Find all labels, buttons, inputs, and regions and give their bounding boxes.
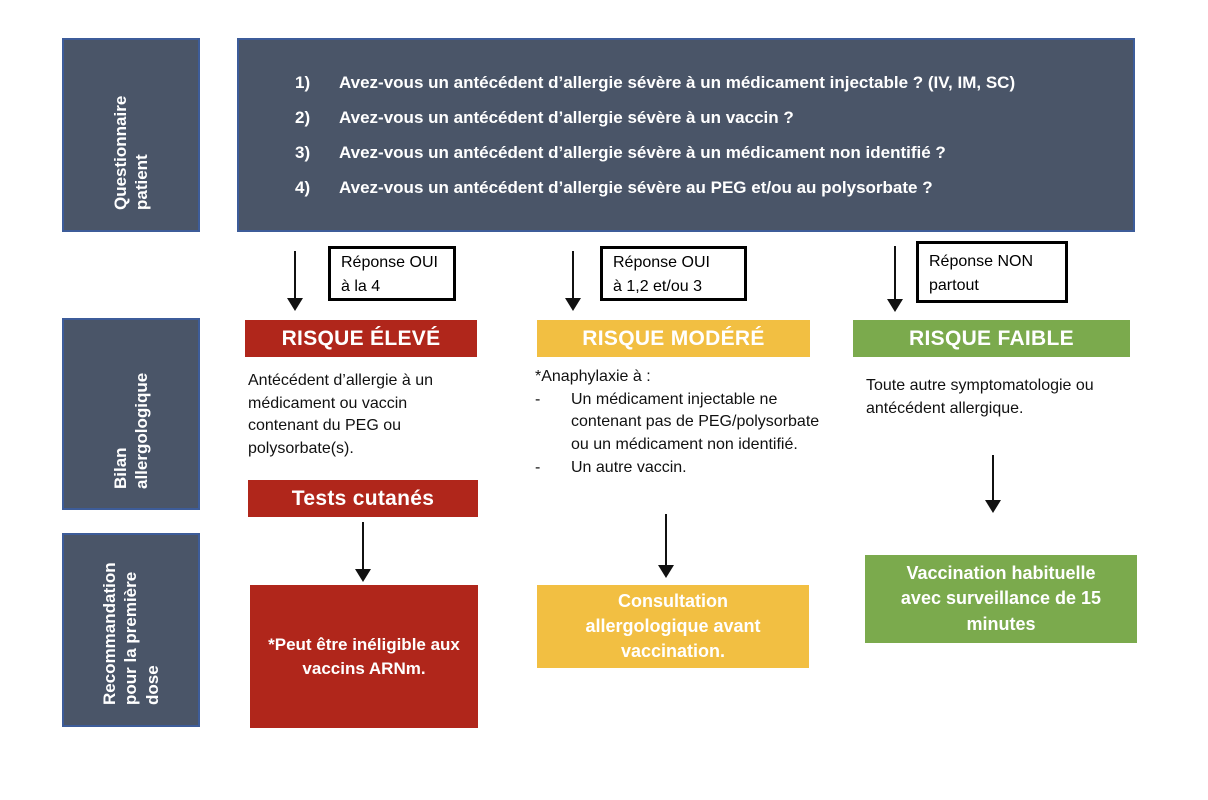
sidebar-section-bilan-allergologique (62, 318, 200, 510)
response-line: partout (929, 277, 979, 294)
risk-high-description: Antécédent d’allergie à un médicament ou vaccin contenant du PEG ou polysorbate(s). (248, 372, 434, 458)
down-arrow-icon (985, 455, 1001, 513)
response-line: Réponse NON (929, 253, 1034, 270)
outcome-moderate-risk-box: Consultation allergologique avant vaccination. (537, 585, 809, 668)
anaphylaxie-bullet-1 (535, 389, 825, 457)
risk-low-banner: RISQUE FAIBLE (853, 320, 1130, 357)
outcome-high-risk-box: *Peut être inéligible aux vaccins ARNm. (250, 585, 478, 728)
question-text: Avez-vous un antécédent d’allergie sévère à un médicament injectable ? (IV, IM, SC) (339, 72, 1016, 92)
down-arrow-icon (287, 251, 303, 311)
sidebar-section-recommandation-premiere-dose (62, 533, 200, 727)
question-text: Avez-vous un antécédent d’allergie sévère à un médicament non identifié ? (339, 142, 946, 162)
response-line: Réponse OUI (613, 254, 710, 271)
outcome-low-risk-box: Vaccination habituelle avec surveillance de 15 minutes (865, 555, 1137, 643)
question-item-1 (295, 73, 1109, 93)
bullet-dash: - (535, 458, 541, 476)
tests-cutanes-box: Tests cutanés (248, 480, 478, 517)
risk-low-description: Toute autre symptomatologie ou antécédent allergique. (866, 377, 1094, 417)
response-condition-oui-4 (328, 246, 456, 301)
down-arrow-icon (658, 514, 674, 578)
bullet-text: Un autre vaccin. (571, 458, 687, 476)
question-item-3 (295, 143, 1109, 163)
bullet-text: Un médicament injectable ne contenant pas de PEG/polysorbate ou un médicament non identifié. (571, 390, 820, 454)
response-condition-oui-1-2-3 (600, 246, 747, 301)
sidebar-label-questionnaire-patient: Questionnaire patient (110, 95, 151, 210)
down-arrow-icon (565, 251, 581, 311)
sidebar-label-bilan-allergologique: Bilan allergologique (110, 372, 151, 489)
response-line: à la 4 (341, 278, 381, 295)
sidebar-section-questionnaire-patient (62, 38, 200, 232)
risk-high-banner: RISQUE ÉLEVÉ (245, 320, 477, 357)
down-arrow-icon (887, 246, 903, 312)
risk-moderate-description (535, 366, 825, 480)
down-arrow-icon (355, 522, 371, 582)
question-number: 3) (295, 142, 311, 162)
question-number: 4) (295, 177, 311, 197)
question-number: 2) (295, 107, 311, 127)
sidebar-label-recommandation-premiere-dose: Recommandation pour la première dose (100, 562, 162, 705)
question-text: Avez-vous un antécédent d’allergie sévère au PEG et/ou au polysorbate ? (339, 177, 933, 197)
risk-moderate-banner: RISQUE MODÉRÉ (537, 320, 810, 357)
response-line: à 1,2 et/ou 3 (613, 278, 702, 295)
anaphylaxie-bullet-2 (535, 457, 825, 480)
response-line: Réponse OUI (341, 254, 438, 271)
question-item-4 (295, 178, 1109, 198)
question-item-2 (295, 108, 1109, 128)
response-condition-non-partout (916, 241, 1068, 303)
questionnaire-box (237, 38, 1135, 232)
bullet-dash: - (535, 390, 541, 408)
question-number: 1) (295, 72, 311, 92)
anaphylaxie-title: *Anaphylaxie à : (535, 368, 651, 385)
question-text: Avez-vous un antécédent d’allergie sévère à un vaccin ? (339, 107, 794, 127)
